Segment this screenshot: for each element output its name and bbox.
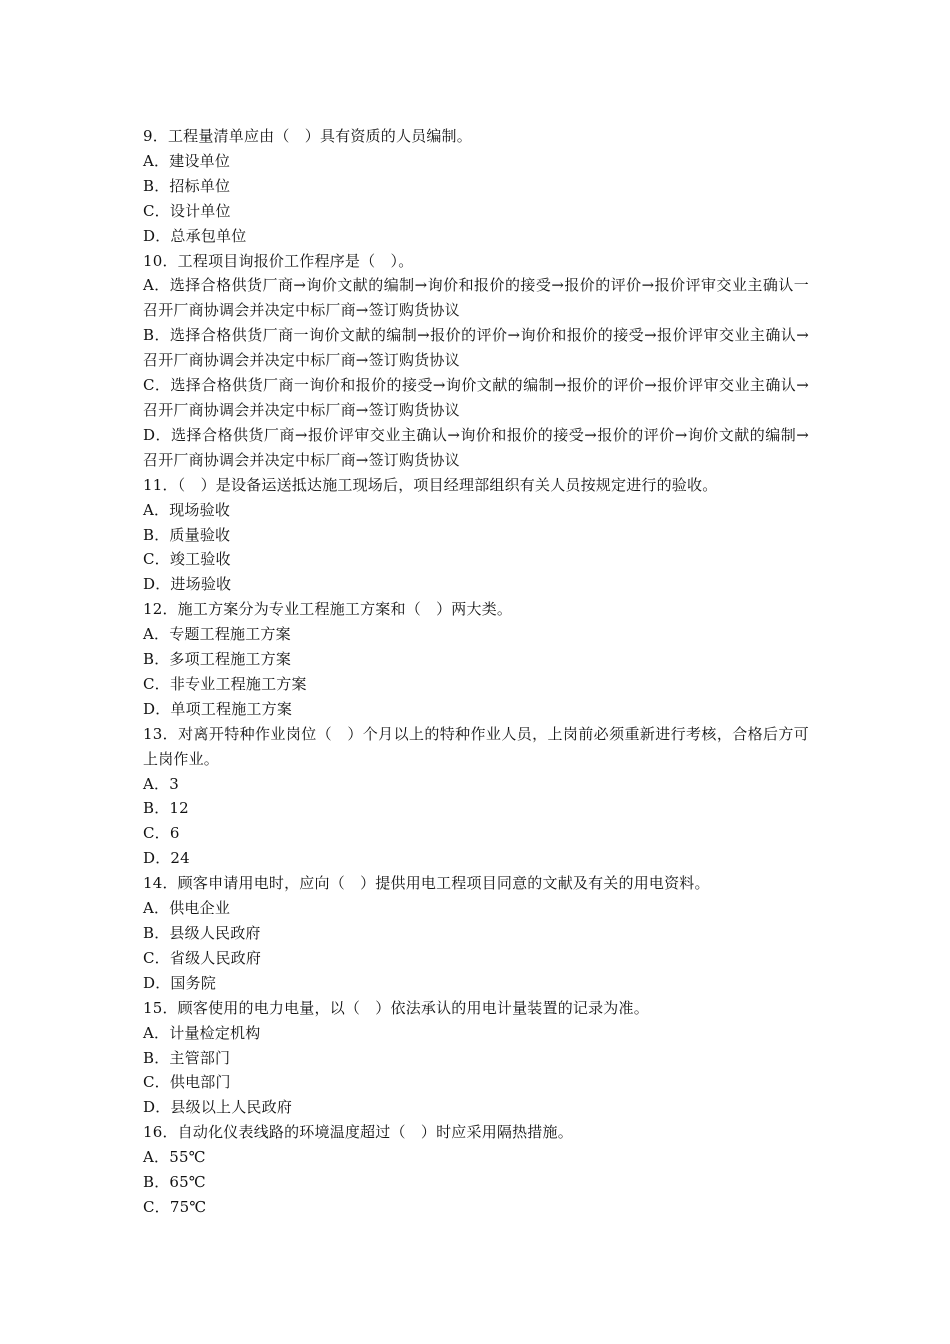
question-list: [143, 124, 809, 1220]
option-c: C．6: [143, 824, 180, 843]
question-12: [143, 597, 809, 722]
option-a: A．专题工程施工方案: [143, 625, 291, 644]
question-11: [143, 473, 809, 598]
option-a: A．选择合格供货厂商→询价文献的编制→询价和报价的接受→报价的评价→报价评审交业主确认一召开厂商协调会并决定中标厂商→签订购货协议: [143, 276, 809, 320]
option-c: C．75℃: [143, 1197, 207, 1216]
option-c: C．设计单位: [143, 201, 231, 220]
option-a: A．55℃: [143, 1148, 206, 1167]
question-stem: 9．工程量清单应由（ ）具有资质的人员编制。: [143, 127, 472, 145]
option-a: A．建设单位: [143, 151, 231, 170]
question-15: [143, 996, 809, 1121]
question-stem: 12．施工方案分为专业工程施工方案和（ ）两大类。: [143, 600, 513, 619]
option-c: C．省级人民政府: [143, 948, 262, 967]
option-d: D．进场验收: [143, 575, 232, 594]
option-b: B．招标单位: [143, 176, 231, 195]
question-stem: 10．工程项目询报价工作程序是（ ）。: [143, 251, 414, 270]
question-16: [143, 1120, 809, 1220]
question-stem: 15．顾客使用的电力电量，以（ ）依法承认的用电计量装置的记录为准。: [143, 998, 649, 1017]
option-b: B．12: [143, 799, 189, 818]
option-d: D．总承包单位: [143, 226, 247, 245]
question-10: [143, 249, 809, 473]
option-c: C．选择合格供货厂商一询价和报价的接受→询价文献的编制→报价的评价→报价评审交业主确认→召开厂商协调会并决定中标厂商→签订购货协议: [143, 376, 809, 419]
option-d: D．县级以上人民政府: [143, 1098, 293, 1117]
question-14: [143, 871, 809, 996]
option-b: B．65℃: [143, 1173, 206, 1192]
question-stem: 14．顾客申请用电时，应向（ ）提供用电工程项目同意的文献及有关的用电资料。: [143, 874, 710, 893]
option-c: C．供电部门: [143, 1073, 231, 1092]
option-b: B．多项工程施工方案: [143, 650, 292, 669]
option-b: B．质量验收: [143, 525, 231, 544]
option-b: B．主管部门: [143, 1048, 231, 1067]
option-c: C．非专业工程施工方案: [143, 674, 307, 693]
question-stem: 11．（ ）是设备运送抵达施工现场后，项目经理部组织有关人员按规定进行的验收。: [143, 475, 718, 494]
option-d: D．单项工程施工方案: [143, 699, 293, 718]
option-a: A．供电企业: [143, 899, 231, 918]
question-9: [143, 124, 809, 249]
option-c: C．竣工验收: [143, 550, 231, 569]
option-a: A．现场验收: [143, 500, 231, 519]
option-d: D．24: [143, 849, 190, 868]
option-b: B．县级人民政府: [143, 924, 261, 942]
option-a: A．计量检定机构: [143, 1023, 261, 1042]
question-stem: 13．对离开特种作业岗位（ ）个月以上的特种作业人员，上岗前必须重新进行考核，合格后方可上岗作业。: [143, 724, 809, 768]
question-stem: 16．自动化仪表线路的环境温度超过（ ）时应采用隔热措施。: [143, 1123, 573, 1142]
option-d: D．国务院: [143, 973, 217, 992]
option-a: A．3: [143, 774, 179, 793]
option-d: D．选择合格供货厂商→报价评审交业主确认→询价和报价的接受→报价的评价→询价文献的编制→召开厂商协调会并决定中标厂商→签订购货协议: [143, 425, 809, 469]
option-b: B．选择合格供货厂商一询价文献的编制→报价的评价→询价和报价的接受→报价评审交业主确认→召开厂商协调会并决定中标厂商→签订购货协议: [143, 326, 809, 370]
question-13: [143, 722, 809, 871]
